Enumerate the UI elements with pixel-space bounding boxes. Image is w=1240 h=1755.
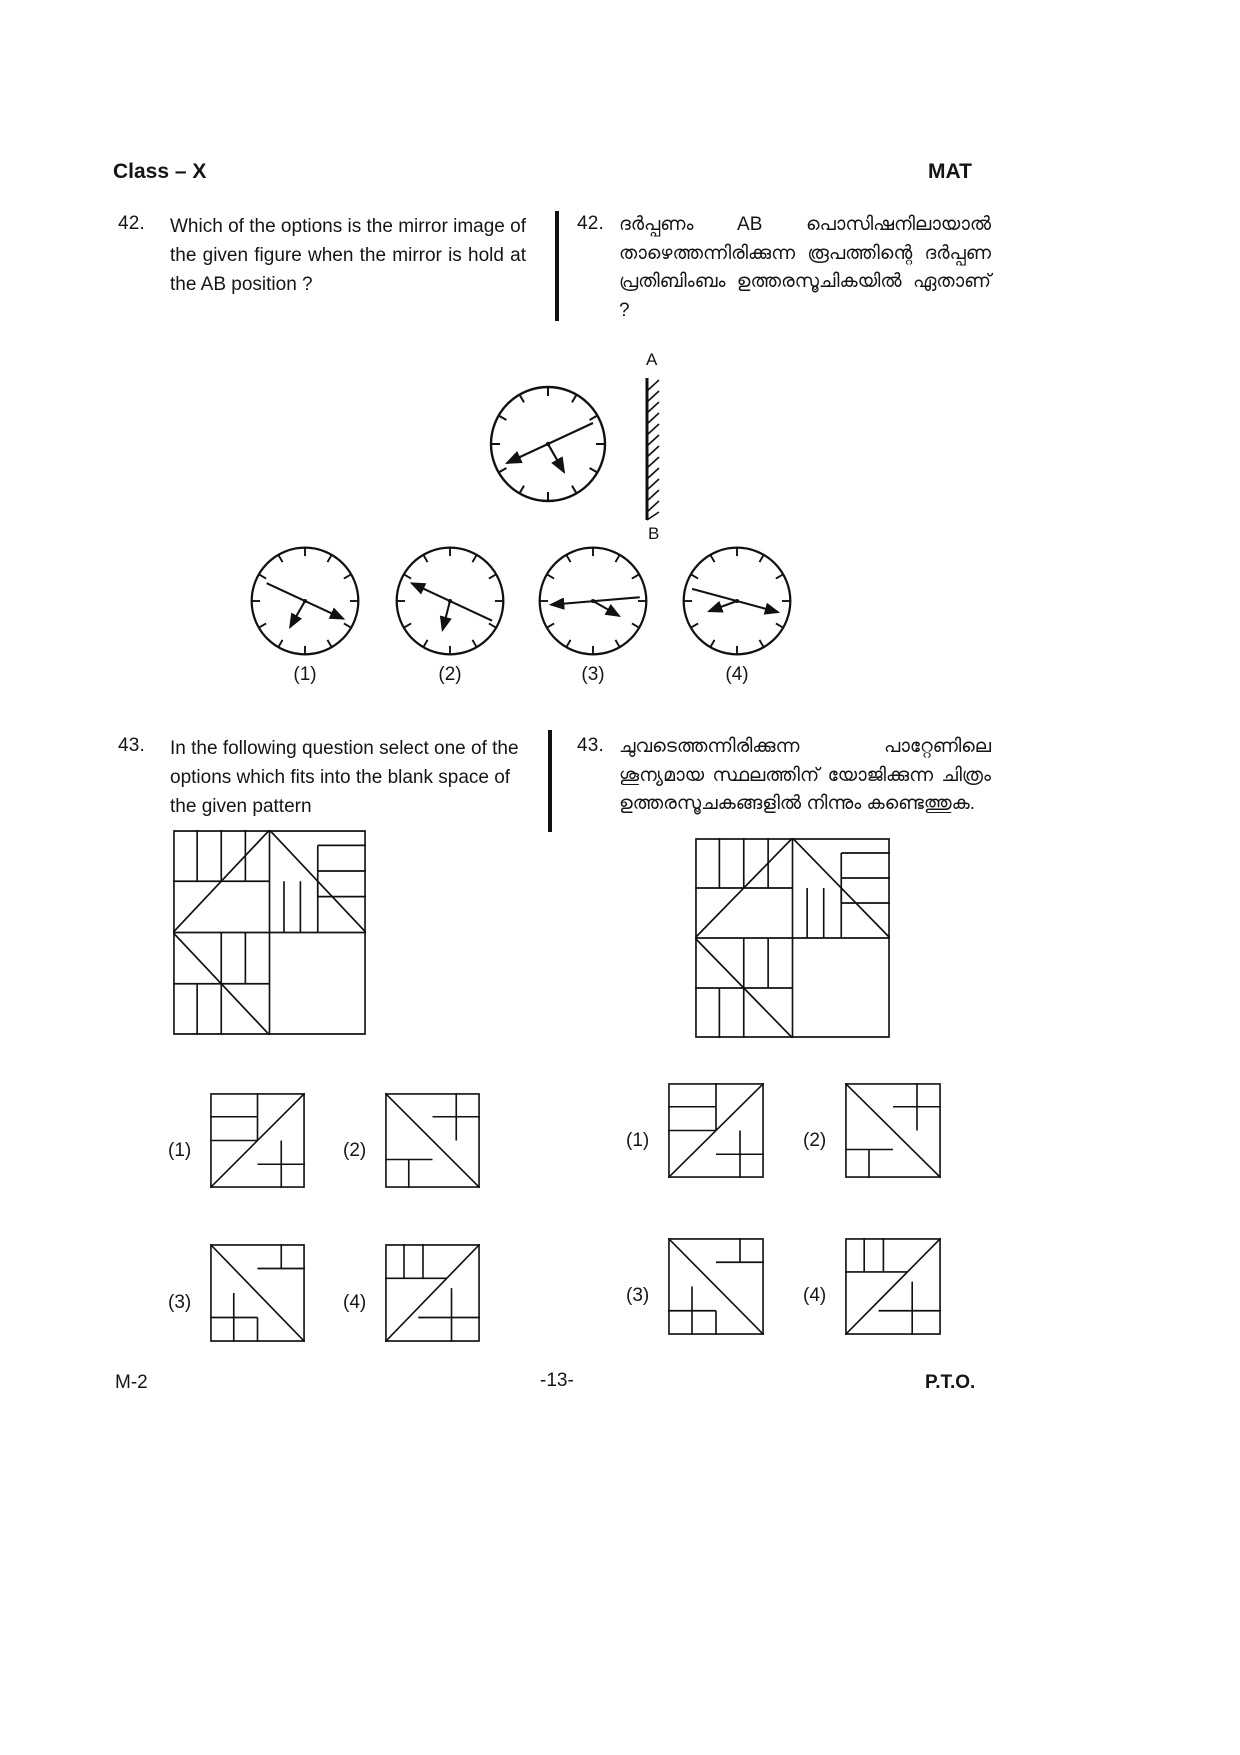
- pattern-figure-ml: [695, 838, 890, 1038]
- q43-ml-option-label-4: (4): [803, 1285, 827, 1306]
- option-pattern-figure-ml-3: [668, 1238, 764, 1335]
- q42-text-ml: ദർപ്പണം AB പൊസിഷനിലായാൽ താഴെത്തന്നിരിക്കുന്ന രൂപത്തിന്റെ ദർപ്പണ പ്രതിബിംബം ഉത്തരസൂചികയിൽ ഏതാണ് ?: [619, 214, 991, 321]
- mirror-label-b: B: [648, 524, 660, 543]
- option-pattern-figure-ml-2: [845, 1083, 941, 1178]
- q43-ml-option-label-3: (3): [626, 1285, 650, 1306]
- q43-en-option-label-1: (1): [168, 1140, 192, 1161]
- q43-column-divider: [548, 730, 552, 832]
- q43-ml-option-label-1: (1): [626, 1130, 650, 1151]
- q42-number-en: 42.: [118, 213, 146, 234]
- option-clock-figure-2: [392, 543, 508, 659]
- given-clock-figure: [486, 382, 610, 506]
- mirror-label-a: A: [646, 350, 658, 369]
- q42-option-label-1: (1): [293, 664, 317, 685]
- q43-en-option-label-4: (4): [343, 1292, 367, 1313]
- q43-ml-option-label-2: (2): [803, 1130, 827, 1151]
- q42-text-en: Which of the options is the mirror image of the given figure when the mirror is hold at the AB position ?: [170, 216, 526, 295]
- header-class-label: Class – X: [113, 160, 207, 183]
- q43-number-en: 43.: [118, 735, 146, 756]
- option-pattern-figure-en-2: [385, 1093, 480, 1188]
- pattern-figure-en: [173, 830, 366, 1035]
- option-pattern-figure-ml-1: [668, 1083, 764, 1178]
- q42-option-label-3: (3): [581, 664, 605, 685]
- q43-text-en: In the following question select one of the options which fits into the blank space of the given pattern: [170, 738, 519, 817]
- footer-code: M-2: [115, 1372, 148, 1393]
- option-pattern-figure-en-3: [210, 1244, 305, 1342]
- option-clock-figure-1: [247, 543, 363, 659]
- q43-en-option-label-3: (3): [168, 1292, 192, 1313]
- option-pattern-figure-ml-4: [845, 1238, 941, 1335]
- option-clock-figure-3: [535, 543, 651, 659]
- option-pattern-figure-en-1: [210, 1093, 305, 1188]
- option-pattern-figure-en-4: [385, 1244, 480, 1342]
- header-exam-label: MAT: [928, 160, 972, 183]
- q42-column-divider: [555, 211, 559, 321]
- q42-option-label-2: (2): [438, 664, 462, 685]
- footer-pto: P.T.O.: [925, 1372, 976, 1393]
- option-clock-figure-4: [679, 543, 795, 659]
- q43-number-ml: 43.: [577, 735, 605, 756]
- q42-option-label-4: (4): [725, 664, 749, 685]
- q43-en-option-label-2: (2): [343, 1140, 367, 1161]
- q42-number-ml: 42.: [577, 213, 605, 234]
- q43-text-ml: ചുവടെത്തന്നിരിക്കുന്ന പാറ്റേണിലെ ശൂന്യമായ സ്ഥലത്തിന് യോജിക്കുന്ന ചിത്രം ഉത്തരസൂചകങ്ങളിൽ നിന്നും കണ്ടെത്തുക.: [619, 736, 991, 814]
- footer-page-number: -13-: [540, 1370, 574, 1391]
- mirror-line-figure: [638, 372, 668, 524]
